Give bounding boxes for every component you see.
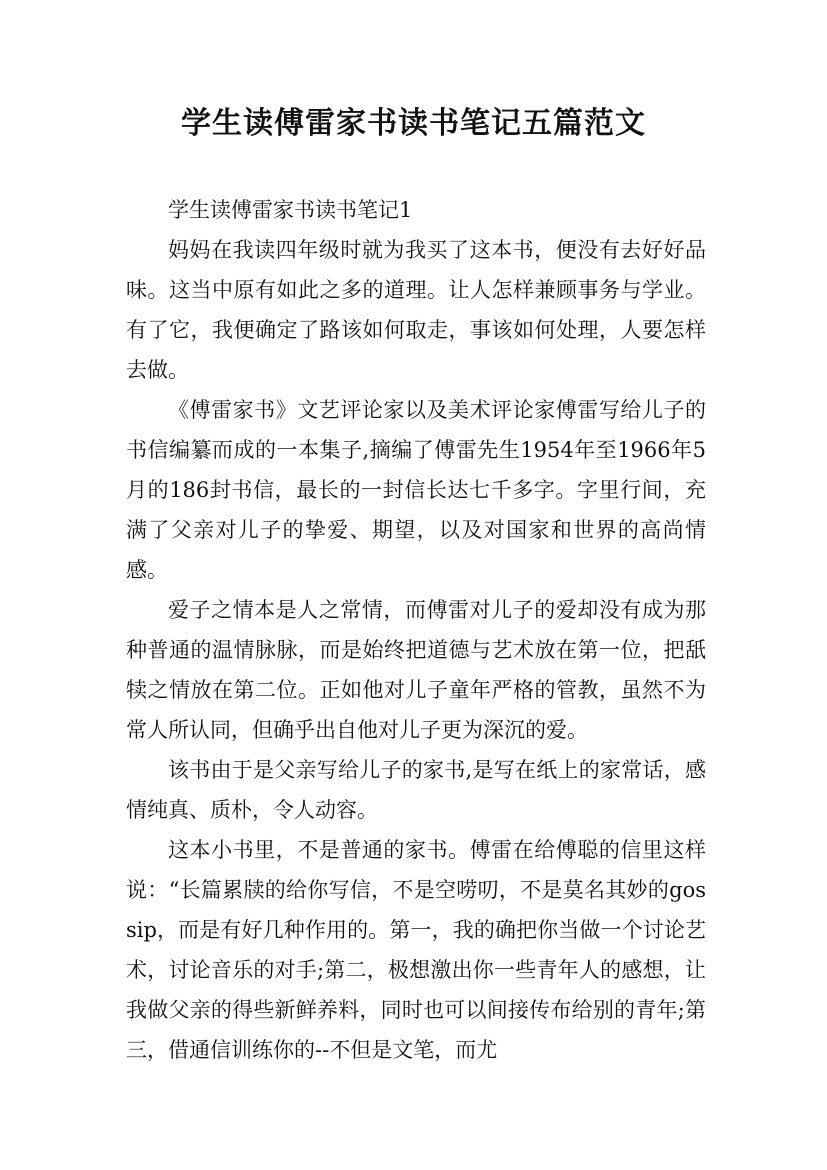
paragraph-5: 这本小书里，不是普通的家书。傅雷在给傅聪的信里这样说：“长篇累牍的给你写信，不是空唠叨，不是莫名其妙的gossip，而是有好几种作用的。第一，我的确把你当做一个讨论艺术，讨论音乐的对手;第二，极想激出你一些青年人的感想，让我做父亲的得些新鲜养料，同时也可以间接传布给别的青年;第三，借通信训练你的--不但是文笔，而尤 [126, 838, 706, 1062]
paragraph-3: 爱子之情本是人之常情，而傅雷对儿子的爱却没有成为那种普通的温情脉脉，而是始终把道德与艺术放在第一位，把舐犊之情放在第二位。正如他对儿子童年严格的管教，虽然不为常人所认同，但确乎出自他对儿子更为深沉的爱。 [126, 598, 706, 742]
document-title: 学生读傅雷家书读书笔记五篇范文 [181, 106, 646, 141]
paragraph-1: 妈妈在我读四年级时就为我买了这本书，便没有去好好品味。这当中原有如此之多的道理。让人怎样兼顾事务与学业。有了它，我便确定了路该如何取走，事该如何处理，人要怎样去做。 [126, 238, 706, 382]
document-body [126, 190, 706, 1070]
section-heading: 学生读傅雷家书读书笔记1 [168, 198, 413, 222]
paragraph-4: 该书由于是父亲写给儿子的家书,是写在纸上的家常话，感情纯真、质朴，令人动容。 [126, 758, 706, 822]
paragraph-2: 《傅雷家书》文艺评论家以及美术评论家傅雷写给儿子的书信编纂而成的一本集子,摘编了傅雷先生1954年至1966年5月的186封书信，最长的一封信长达七千多字。字里行间，充满了父亲对儿子的挚爱、期望，以及对国家和世界的高尚情感。 [126, 398, 706, 582]
